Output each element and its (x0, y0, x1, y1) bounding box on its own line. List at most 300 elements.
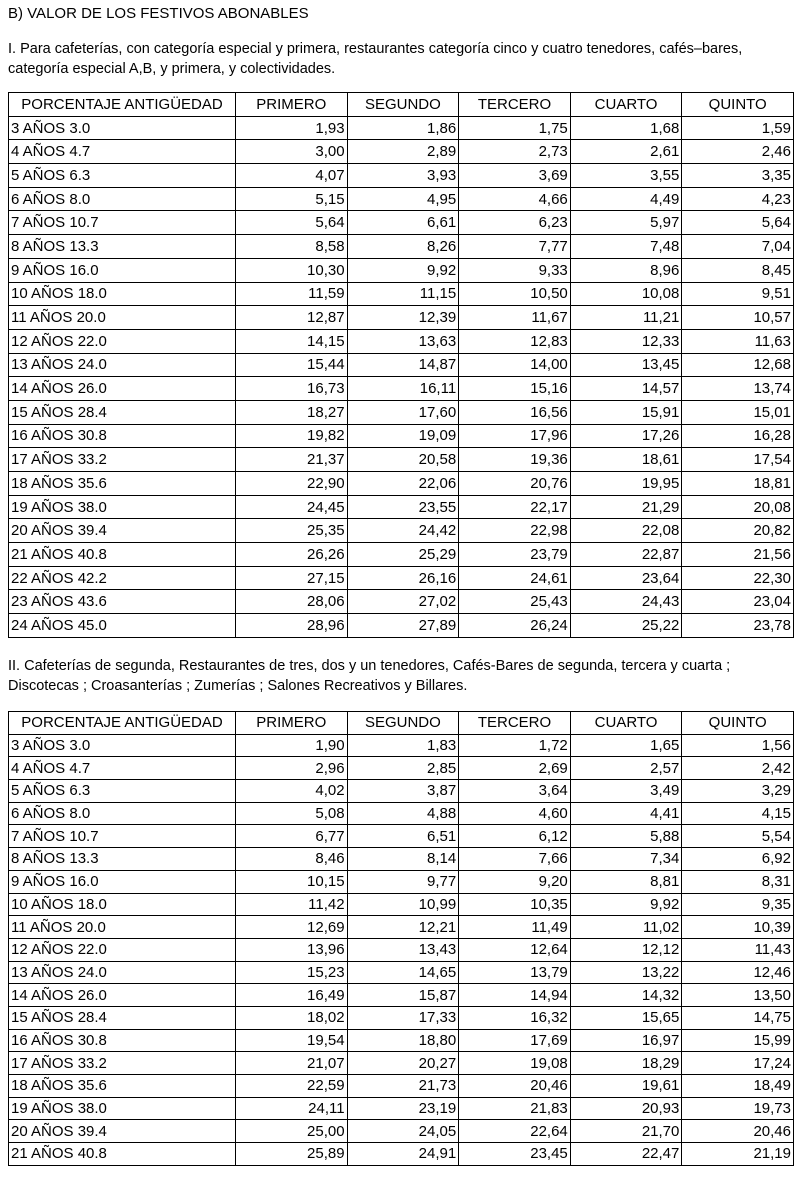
value-cell: 9,51 (682, 282, 794, 306)
value-cell: 6,77 (236, 825, 348, 848)
value-cell: 22,59 (236, 1075, 348, 1098)
table-row (9, 780, 794, 803)
value-cell: 22,90 (236, 472, 348, 496)
value-cell: 12,83 (459, 329, 571, 353)
value-cell: 6,23 (459, 211, 571, 235)
value-cell: 5,88 (570, 825, 682, 848)
value-cell: 20,76 (459, 472, 571, 496)
value-cell: 11,49 (459, 916, 571, 939)
column-header: PRIMERO (236, 93, 348, 117)
value-cell: 20,27 (347, 1052, 459, 1075)
value-cell: 4,49 (570, 187, 682, 211)
value-cell: 5,97 (570, 211, 682, 235)
value-cell: 24,05 (347, 1120, 459, 1143)
value-cell: 15,16 (459, 377, 571, 401)
value-cell: 8,58 (236, 235, 348, 259)
value-cell: 2,96 (236, 757, 348, 780)
value-cell: 1,72 (459, 734, 571, 757)
table-row (9, 1097, 794, 1120)
table-row (9, 566, 794, 590)
value-cell: 21,19 (682, 1143, 794, 1166)
value-cell: 5,54 (682, 825, 794, 848)
value-cell: 18,61 (570, 448, 682, 472)
value-cell: 15,87 (347, 984, 459, 1007)
table-row (9, 472, 794, 496)
seniority-cell: 5 AÑOS 6.3 (9, 780, 236, 803)
value-cell: 15,23 (236, 961, 348, 984)
table-row (9, 1143, 794, 1166)
value-cell: 27,89 (347, 614, 459, 638)
table-row (9, 757, 794, 780)
value-cell: 13,45 (570, 353, 682, 377)
value-cell: 6,61 (347, 211, 459, 235)
value-cell: 9,20 (459, 870, 571, 893)
table-row (9, 1029, 794, 1052)
value-cell: 7,66 (459, 848, 571, 871)
seniority-cell: 3 AÑOS 3.0 (9, 734, 236, 757)
table-row (9, 590, 794, 614)
value-cell: 21,70 (570, 1120, 682, 1143)
value-cell: 22,64 (459, 1120, 571, 1143)
value-cell: 7,48 (570, 235, 682, 259)
value-cell: 21,07 (236, 1052, 348, 1075)
value-cell: 10,99 (347, 893, 459, 916)
table-row (9, 353, 794, 377)
value-cell: 13,74 (682, 377, 794, 401)
value-cell: 7,04 (682, 235, 794, 259)
value-cell: 22,47 (570, 1143, 682, 1166)
table-row (9, 495, 794, 519)
value-cell: 2,73 (459, 140, 571, 164)
column-header: CUARTO (570, 712, 682, 735)
seniority-cell: 12 AÑOS 22.0 (9, 938, 236, 961)
table-row (9, 187, 794, 211)
table-row (9, 543, 794, 567)
value-cell: 14,32 (570, 984, 682, 1007)
value-cell: 23,55 (347, 495, 459, 519)
value-cell: 4,07 (236, 164, 348, 188)
value-cell: 1,83 (347, 734, 459, 757)
value-cell: 3,69 (459, 164, 571, 188)
value-cell: 11,42 (236, 893, 348, 916)
value-cell: 6,51 (347, 825, 459, 848)
table-row (9, 448, 794, 472)
value-cell: 1,65 (570, 734, 682, 757)
section-title: B) VALOR DE LOS FESTIVOS ABONABLES (8, 5, 309, 22)
table-row (9, 893, 794, 916)
value-cell: 17,69 (459, 1029, 571, 1052)
value-cell: 2,85 (347, 757, 459, 780)
value-cell: 28,06 (236, 590, 348, 614)
table-header-row (9, 712, 794, 735)
seniority-cell: 20 AÑOS 39.4 (9, 519, 236, 543)
value-cell: 20,08 (682, 495, 794, 519)
seniority-cell: 4 AÑOS 4.7 (9, 757, 236, 780)
table-row (9, 1120, 794, 1143)
value-cell: 22,98 (459, 519, 571, 543)
value-cell: 23,78 (682, 614, 794, 638)
value-cell: 19,09 (347, 424, 459, 448)
value-cell: 21,37 (236, 448, 348, 472)
value-cell: 1,90 (236, 734, 348, 757)
table-row (9, 377, 794, 401)
seniority-cell: 12 AÑOS 22.0 (9, 329, 236, 353)
value-cell: 16,28 (682, 424, 794, 448)
value-cell: 1,56 (682, 734, 794, 757)
seniority-cell: 13 AÑOS 24.0 (9, 353, 236, 377)
value-cell: 4,95 (347, 187, 459, 211)
value-cell: 24,61 (459, 566, 571, 590)
seniority-cell: 8 AÑOS 13.3 (9, 235, 236, 259)
value-cell: 23,45 (459, 1143, 571, 1166)
column-header: PORCENTAJE ANTIGÜEDAD (9, 712, 236, 735)
value-cell: 22,06 (347, 472, 459, 496)
value-cell: 6,92 (682, 848, 794, 871)
value-cell: 3,93 (347, 164, 459, 188)
table-row (9, 1006, 794, 1029)
value-cell: 16,56 (459, 400, 571, 424)
value-cell: 23,04 (682, 590, 794, 614)
seniority-cell: 14 AÑOS 26.0 (9, 984, 236, 1007)
value-cell: 21,29 (570, 495, 682, 519)
value-cell: 3,87 (347, 780, 459, 803)
value-cell: 9,77 (347, 870, 459, 893)
value-cell: 11,59 (236, 282, 348, 306)
value-cell: 16,32 (459, 1006, 571, 1029)
value-cell: 25,29 (347, 543, 459, 567)
value-cell: 8,46 (236, 848, 348, 871)
table-row (9, 1075, 794, 1098)
value-cell: 13,50 (682, 984, 794, 1007)
value-cell: 1,59 (682, 116, 794, 140)
value-cell: 12,33 (570, 329, 682, 353)
value-cell: 14,75 (682, 1006, 794, 1029)
value-cell: 25,00 (236, 1120, 348, 1143)
value-cell: 2,61 (570, 140, 682, 164)
seniority-cell: 10 AÑOS 18.0 (9, 893, 236, 916)
value-cell: 13,96 (236, 938, 348, 961)
value-cell: 5,08 (236, 802, 348, 825)
value-cell: 15,91 (570, 400, 682, 424)
value-cell: 17,96 (459, 424, 571, 448)
seniority-cell: 7 AÑOS 10.7 (9, 211, 236, 235)
seniority-cell: 5 AÑOS 6.3 (9, 164, 236, 188)
value-cell: 24,91 (347, 1143, 459, 1166)
value-cell: 15,44 (236, 353, 348, 377)
value-cell: 3,64 (459, 780, 571, 803)
value-cell: 4,88 (347, 802, 459, 825)
value-cell: 2,89 (347, 140, 459, 164)
value-cell: 25,43 (459, 590, 571, 614)
value-cell: 16,49 (236, 984, 348, 1007)
table-row (9, 329, 794, 353)
value-cell: 10,39 (682, 916, 794, 939)
value-cell: 17,54 (682, 448, 794, 472)
value-cell: 3,00 (236, 140, 348, 164)
value-cell: 12,39 (347, 306, 459, 330)
value-cell: 3,29 (682, 780, 794, 803)
value-cell: 14,87 (347, 353, 459, 377)
value-cell: 24,42 (347, 519, 459, 543)
table-row (9, 519, 794, 543)
table-row (9, 870, 794, 893)
table-row (9, 614, 794, 638)
table-row (9, 916, 794, 939)
value-cell: 19,82 (236, 424, 348, 448)
section-i-intro: I. Para cafeterías, con categoría especial y primera, restaurantes categoría cinco y cuatro tenedores, cafés–bares, categoría especial A,B, y primera, y colectividades. (8, 41, 743, 77)
value-cell: 12,87 (236, 306, 348, 330)
seniority-cell: 19 AÑOS 38.0 (9, 1097, 236, 1120)
value-cell: 20,58 (347, 448, 459, 472)
value-cell: 21,73 (347, 1075, 459, 1098)
value-cell: 24,45 (236, 495, 348, 519)
value-cell: 10,08 (570, 282, 682, 306)
value-cell: 13,63 (347, 329, 459, 353)
value-cell: 6,12 (459, 825, 571, 848)
value-cell: 19,08 (459, 1052, 571, 1075)
section-ii-intro: II. Cafeterías de segunda, Restaurantes de tres, dos y un tenedores, Cafés-Bares de segunda, tercera y cuarta ; Discotecas ; Croasanterías ; Zumerías ; Salones Recreativos y Billares. (8, 658, 731, 694)
value-cell: 26,16 (347, 566, 459, 590)
seniority-cell: 24 AÑOS 45.0 (9, 614, 236, 638)
value-cell: 12,68 (682, 353, 794, 377)
value-cell: 2,69 (459, 757, 571, 780)
value-cell: 18,02 (236, 1006, 348, 1029)
festivos-table-ii (8, 711, 794, 1166)
seniority-cell: 20 AÑOS 39.4 (9, 1120, 236, 1143)
value-cell: 18,49 (682, 1075, 794, 1098)
value-cell: 18,81 (682, 472, 794, 496)
value-cell: 14,15 (236, 329, 348, 353)
value-cell: 10,30 (236, 258, 348, 282)
seniority-cell: 17 AÑOS 33.2 (9, 1052, 236, 1075)
value-cell: 16,97 (570, 1029, 682, 1052)
value-cell: 19,73 (682, 1097, 794, 1120)
seniority-cell: 21 AÑOS 40.8 (9, 543, 236, 567)
table-row (9, 984, 794, 1007)
value-cell: 3,55 (570, 164, 682, 188)
value-cell: 15,65 (570, 1006, 682, 1029)
value-cell: 19,95 (570, 472, 682, 496)
column-header: TERCERO (459, 712, 571, 735)
value-cell: 27,15 (236, 566, 348, 590)
value-cell: 3,35 (682, 164, 794, 188)
seniority-cell: 6 AÑOS 8.0 (9, 187, 236, 211)
value-cell: 10,57 (682, 306, 794, 330)
value-cell: 2,57 (570, 757, 682, 780)
festivos-table-i (8, 92, 794, 638)
value-cell: 9,92 (347, 258, 459, 282)
value-cell: 26,26 (236, 543, 348, 567)
table-row (9, 235, 794, 259)
value-cell: 24,43 (570, 590, 682, 614)
value-cell: 9,33 (459, 258, 571, 282)
table-row (9, 734, 794, 757)
value-cell: 28,96 (236, 614, 348, 638)
value-cell: 4,60 (459, 802, 571, 825)
value-cell: 22,17 (459, 495, 571, 519)
table-row (9, 1052, 794, 1075)
value-cell: 12,21 (347, 916, 459, 939)
value-cell: 7,77 (459, 235, 571, 259)
value-cell: 14,94 (459, 984, 571, 1007)
column-header: QUINTO (682, 712, 794, 735)
value-cell: 22,08 (570, 519, 682, 543)
value-cell: 17,33 (347, 1006, 459, 1029)
table-row (9, 140, 794, 164)
column-header: PRIMERO (236, 712, 348, 735)
value-cell: 8,45 (682, 258, 794, 282)
value-cell: 26,24 (459, 614, 571, 638)
value-cell: 18,29 (570, 1052, 682, 1075)
value-cell: 13,79 (459, 961, 571, 984)
value-cell: 15,01 (682, 400, 794, 424)
value-cell: 14,00 (459, 353, 571, 377)
value-cell: 9,92 (570, 893, 682, 916)
value-cell: 21,56 (682, 543, 794, 567)
table-row (9, 211, 794, 235)
column-header: SEGUNDO (347, 712, 459, 735)
value-cell: 4,66 (459, 187, 571, 211)
value-cell: 8,14 (347, 848, 459, 871)
value-cell: 13,22 (570, 961, 682, 984)
value-cell: 11,63 (682, 329, 794, 353)
value-cell: 11,02 (570, 916, 682, 939)
value-cell: 17,26 (570, 424, 682, 448)
table-row (9, 938, 794, 961)
value-cell: 22,30 (682, 566, 794, 590)
value-cell: 16,73 (236, 377, 348, 401)
value-cell: 16,11 (347, 377, 459, 401)
value-cell: 5,64 (682, 211, 794, 235)
value-cell: 1,68 (570, 116, 682, 140)
seniority-cell: 11 AÑOS 20.0 (9, 306, 236, 330)
value-cell: 17,24 (682, 1052, 794, 1075)
column-header: CUARTO (570, 93, 682, 117)
value-cell: 20,46 (682, 1120, 794, 1143)
seniority-cell: 16 AÑOS 30.8 (9, 424, 236, 448)
table-row (9, 400, 794, 424)
value-cell: 21,83 (459, 1097, 571, 1120)
seniority-cell: 19 AÑOS 38.0 (9, 495, 236, 519)
value-cell: 12,69 (236, 916, 348, 939)
table-header-row (9, 93, 794, 117)
value-cell: 18,27 (236, 400, 348, 424)
value-cell: 20,93 (570, 1097, 682, 1120)
value-cell: 22,87 (570, 543, 682, 567)
seniority-cell: 10 AÑOS 18.0 (9, 282, 236, 306)
value-cell: 5,64 (236, 211, 348, 235)
value-cell: 10,50 (459, 282, 571, 306)
seniority-cell: 11 AÑOS 20.0 (9, 916, 236, 939)
value-cell: 4,02 (236, 780, 348, 803)
seniority-cell: 16 AÑOS 30.8 (9, 1029, 236, 1052)
value-cell: 27,02 (347, 590, 459, 614)
value-cell: 14,65 (347, 961, 459, 984)
seniority-cell: 4 AÑOS 4.7 (9, 140, 236, 164)
column-header: SEGUNDO (347, 93, 459, 117)
seniority-cell: 7 AÑOS 10.7 (9, 825, 236, 848)
value-cell: 20,46 (459, 1075, 571, 1098)
value-cell: 1,75 (459, 116, 571, 140)
table-row (9, 825, 794, 848)
value-cell: 11,43 (682, 938, 794, 961)
value-cell: 23,19 (347, 1097, 459, 1120)
value-cell: 17,60 (347, 400, 459, 424)
value-cell: 20,82 (682, 519, 794, 543)
value-cell: 23,64 (570, 566, 682, 590)
value-cell: 8,81 (570, 870, 682, 893)
table-row (9, 961, 794, 984)
value-cell: 19,54 (236, 1029, 348, 1052)
value-cell: 4,23 (682, 187, 794, 211)
column-header: PORCENTAJE ANTIGÜEDAD (9, 93, 236, 117)
value-cell: 8,96 (570, 258, 682, 282)
value-cell: 14,57 (570, 377, 682, 401)
value-cell: 9,35 (682, 893, 794, 916)
value-cell: 4,15 (682, 802, 794, 825)
value-cell: 2,46 (682, 140, 794, 164)
value-cell: 10,35 (459, 893, 571, 916)
value-cell: 2,42 (682, 757, 794, 780)
value-cell: 12,64 (459, 938, 571, 961)
seniority-cell: 15 AÑOS 28.4 (9, 400, 236, 424)
value-cell: 10,15 (236, 870, 348, 893)
column-header: TERCERO (459, 93, 571, 117)
seniority-cell: 18 AÑOS 35.6 (9, 472, 236, 496)
table-row (9, 258, 794, 282)
value-cell: 4,41 (570, 802, 682, 825)
value-cell: 3,49 (570, 780, 682, 803)
seniority-cell: 23 AÑOS 43.6 (9, 590, 236, 614)
seniority-cell: 14 AÑOS 26.0 (9, 377, 236, 401)
table-row (9, 116, 794, 140)
table-row (9, 424, 794, 448)
seniority-cell: 9 AÑOS 16.0 (9, 870, 236, 893)
column-header: QUINTO (682, 93, 794, 117)
seniority-cell: 13 AÑOS 24.0 (9, 961, 236, 984)
seniority-cell: 15 AÑOS 28.4 (9, 1006, 236, 1029)
value-cell: 11,21 (570, 306, 682, 330)
value-cell: 11,67 (459, 306, 571, 330)
seniority-cell: 9 AÑOS 16.0 (9, 258, 236, 282)
value-cell: 1,86 (347, 116, 459, 140)
value-cell: 12,46 (682, 961, 794, 984)
value-cell: 19,36 (459, 448, 571, 472)
value-cell: 25,22 (570, 614, 682, 638)
value-cell: 7,34 (570, 848, 682, 871)
value-cell: 1,93 (236, 116, 348, 140)
value-cell: 12,12 (570, 938, 682, 961)
value-cell: 13,43 (347, 938, 459, 961)
table-row (9, 164, 794, 188)
value-cell: 23,79 (459, 543, 571, 567)
table-row (9, 802, 794, 825)
value-cell: 8,26 (347, 235, 459, 259)
value-cell: 25,35 (236, 519, 348, 543)
table-row (9, 306, 794, 330)
table-row (9, 282, 794, 306)
value-cell: 18,80 (347, 1029, 459, 1052)
seniority-cell: 22 AÑOS 42.2 (9, 566, 236, 590)
seniority-cell: 8 AÑOS 13.3 (9, 848, 236, 871)
table-row (9, 848, 794, 871)
value-cell: 24,11 (236, 1097, 348, 1120)
value-cell: 11,15 (347, 282, 459, 306)
seniority-cell: 6 AÑOS 8.0 (9, 802, 236, 825)
seniority-cell: 18 AÑOS 35.6 (9, 1075, 236, 1098)
seniority-cell: 21 AÑOS 40.8 (9, 1143, 236, 1166)
value-cell: 8,31 (682, 870, 794, 893)
